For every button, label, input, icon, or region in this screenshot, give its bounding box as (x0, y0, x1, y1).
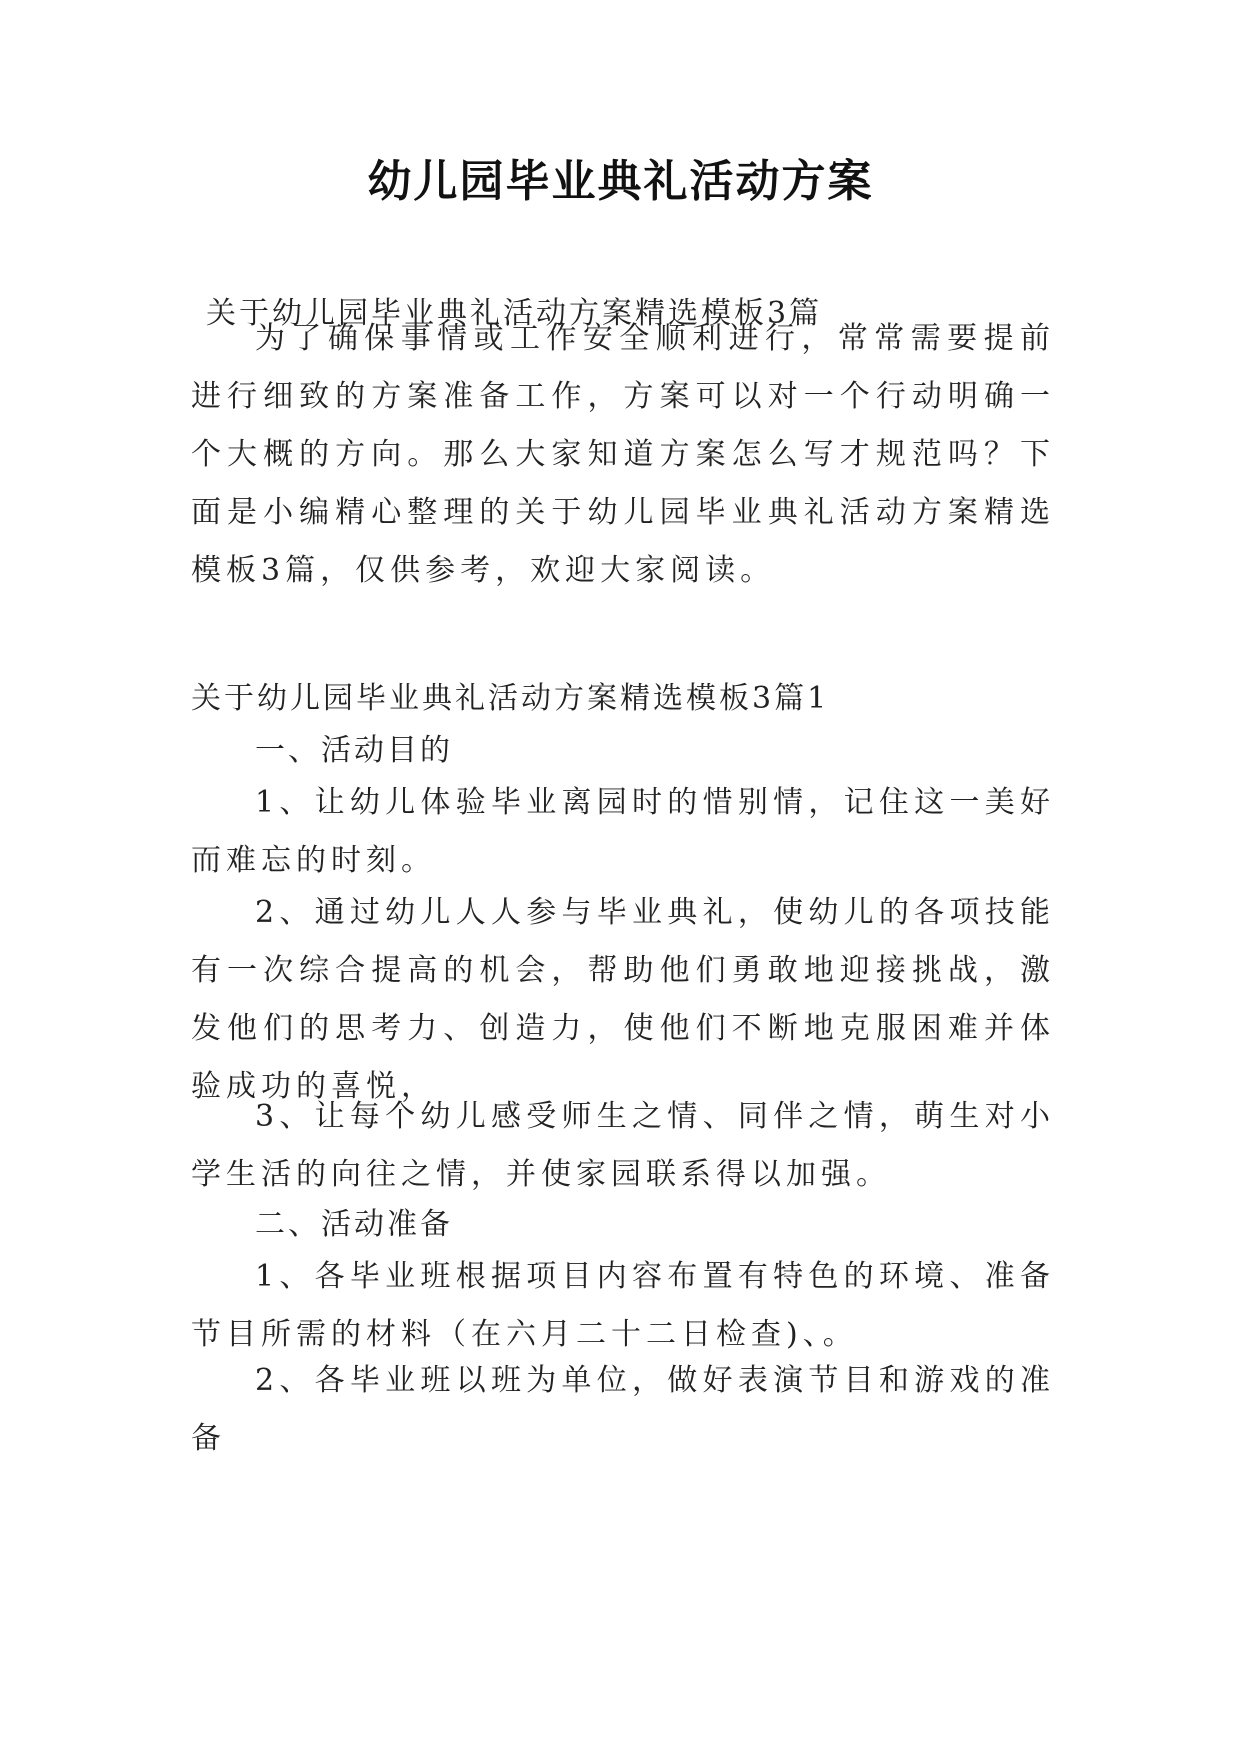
part-heading-purpose: 一、活动目的 (255, 733, 453, 768)
preparation-item-2: 2、各毕业班以班为单位，做好表演节目和游戏的准备 (191, 1363, 1055, 1456)
section-heading: 关于幼儿园毕业典礼活动方案精选模板3篇1 (191, 681, 830, 716)
part-heading-preparation: 二、活动准备 (255, 1207, 453, 1242)
purpose-item-1: 1、让幼儿体验毕业离园时的惜别情，记住这一美好而难忘的时刻。 (191, 785, 1055, 878)
document-title: 幼儿园毕业典礼活动方案 (367, 156, 874, 207)
preparation-item-1: 1、各毕业班根据项目内容布置有特色的环境、准备节目所需的材料（在六月二十二日检查)、。 (191, 1259, 1055, 1352)
document-subtitle: 关于幼儿园毕业典礼活动方案精选模板3篇 (206, 296, 823, 331)
intro-paragraph: 为了确保事情或工作安全顺利进行，常常需要提前进行细致的方案准备工作，方案可以对一个行动明确一个大概的方向。那么大家知道方案怎么写才规范吗？下面是小编精心整理的关于幼儿园毕业典礼活动方案精选模板3篇，仅供参考，欢迎大家阅读。 (191, 321, 1055, 588)
purpose-item-2: 2、通过幼儿人人参与毕业典礼，使幼儿的各项技能有一次综合提高的机会，帮助他们勇敢地迎接挑战，激发他们的思考力、创造力，使他们不断地克服困难并体验成功的喜悦， (191, 895, 1055, 1104)
purpose-item-3: 3、让每个幼儿感受师生之情、同伴之情，萌生对小学生活的向往之情，并使家园联系得以加强。 (191, 1099, 1055, 1192)
